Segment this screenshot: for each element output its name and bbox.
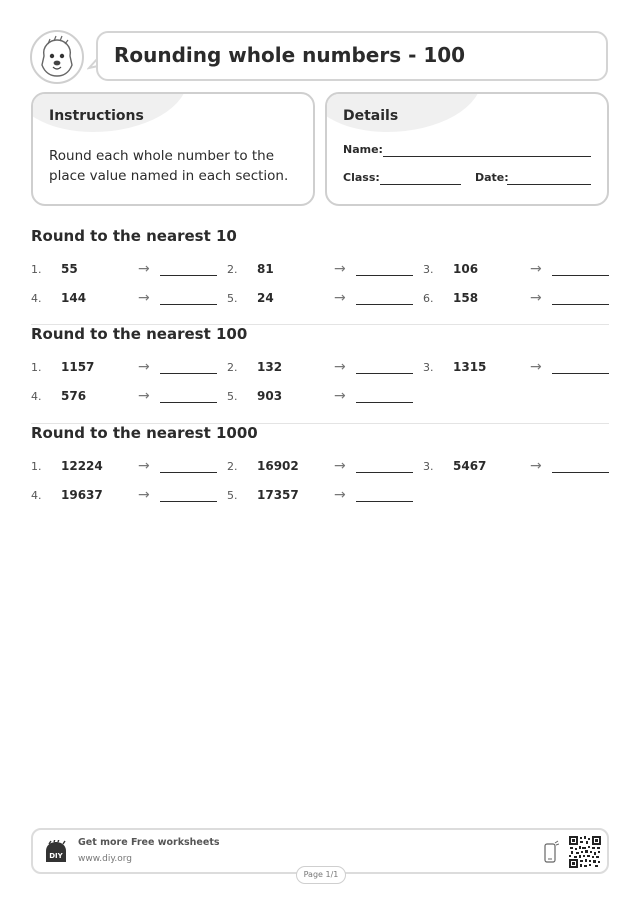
arrow-icon: → bbox=[530, 261, 542, 277]
arrow-icon: → bbox=[334, 458, 346, 474]
question-value: 132 bbox=[257, 360, 283, 374]
question-value: 106 bbox=[453, 262, 479, 276]
answer-field[interactable] bbox=[356, 402, 413, 403]
arrow-icon: → bbox=[334, 487, 346, 503]
arrow-icon: → bbox=[334, 290, 346, 306]
question-number: 4. bbox=[31, 292, 42, 305]
class-field[interactable] bbox=[380, 184, 461, 185]
diy-logo-text: DIY bbox=[49, 852, 63, 860]
arrow-icon: → bbox=[334, 388, 346, 404]
section-title: Round to the nearest 10 bbox=[31, 227, 237, 245]
question-item bbox=[31, 488, 217, 504]
answer-field[interactable] bbox=[552, 373, 609, 374]
question-item bbox=[227, 262, 413, 278]
question-value: 16902 bbox=[257, 459, 299, 473]
answer-field[interactable] bbox=[356, 373, 413, 374]
arrow-icon: → bbox=[530, 458, 542, 474]
footer-promo-text[interactable]: Get more Free worksheets bbox=[78, 837, 220, 848]
question-item bbox=[423, 291, 609, 307]
arrow-icon: → bbox=[530, 359, 542, 375]
question-value: 5467 bbox=[453, 459, 487, 473]
mascot-face-icon bbox=[30, 30, 84, 84]
answer-field[interactable] bbox=[552, 275, 609, 276]
instructions-card bbox=[31, 92, 315, 206]
answer-field[interactable] bbox=[160, 402, 217, 403]
question-value: 576 bbox=[61, 389, 87, 403]
question-number: 1. bbox=[31, 460, 42, 473]
question-item bbox=[227, 488, 413, 504]
arrow-icon: → bbox=[334, 359, 346, 375]
class-label: Class: bbox=[343, 171, 380, 184]
title-box bbox=[96, 31, 608, 81]
question-number: 2. bbox=[227, 460, 238, 473]
answer-field[interactable] bbox=[160, 373, 217, 374]
diy-logo-icon bbox=[43, 840, 69, 864]
details-title: Details bbox=[343, 108, 399, 124]
question-number: 3. bbox=[423, 361, 434, 374]
question-number: 2. bbox=[227, 263, 238, 276]
name-field[interactable] bbox=[383, 156, 591, 157]
question-number: 3. bbox=[423, 460, 434, 473]
question-value: 55 bbox=[61, 262, 78, 276]
question-number: 2. bbox=[227, 361, 238, 374]
answer-field[interactable] bbox=[160, 275, 217, 276]
question-value: 12224 bbox=[61, 459, 103, 473]
arrow-icon: → bbox=[138, 487, 150, 503]
question-number: 5. bbox=[227, 390, 238, 403]
arrow-icon: → bbox=[138, 261, 150, 277]
instructions-text: Round each whole number to the place value named in each section. bbox=[49, 148, 289, 184]
question-item bbox=[423, 459, 609, 475]
arrow-icon: → bbox=[138, 290, 150, 306]
arrow-icon: → bbox=[334, 261, 346, 277]
phone-icon bbox=[543, 840, 559, 864]
question-value: 1157 bbox=[61, 360, 95, 374]
question-value: 24 bbox=[257, 291, 274, 305]
question-item bbox=[227, 459, 413, 475]
answer-field[interactable] bbox=[356, 304, 413, 305]
question-value: 19637 bbox=[61, 488, 103, 502]
date-label: Date: bbox=[475, 171, 509, 184]
question-number: 1. bbox=[31, 263, 42, 276]
footer-url-link[interactable]: www.diy.org bbox=[78, 854, 132, 864]
question-item bbox=[227, 389, 413, 405]
question-item bbox=[423, 262, 609, 278]
question-number: 6. bbox=[423, 292, 434, 305]
question-number: 1. bbox=[31, 361, 42, 374]
arrow-icon: → bbox=[530, 290, 542, 306]
question-item bbox=[31, 389, 217, 405]
date-field[interactable] bbox=[507, 184, 591, 185]
answer-field[interactable] bbox=[160, 472, 217, 473]
question-item bbox=[31, 262, 217, 278]
question-value: 144 bbox=[61, 291, 87, 305]
question-value: 1315 bbox=[453, 360, 487, 374]
answer-field[interactable] bbox=[552, 472, 609, 473]
answer-field[interactable] bbox=[356, 472, 413, 473]
name-label: Name: bbox=[343, 143, 383, 156]
arrow-icon: → bbox=[138, 388, 150, 404]
question-number: 5. bbox=[227, 292, 238, 305]
answer-field[interactable] bbox=[356, 501, 413, 502]
section-title: Round to the nearest 1000 bbox=[31, 424, 258, 442]
answer-field[interactable] bbox=[160, 304, 217, 305]
question-number: 4. bbox=[31, 489, 42, 502]
section-title: Round to the nearest 100 bbox=[31, 325, 248, 343]
question-value: 903 bbox=[257, 389, 283, 403]
answer-field[interactable] bbox=[552, 304, 609, 305]
page-indicator: Page 1/1 bbox=[296, 866, 346, 884]
details-card bbox=[325, 92, 609, 206]
question-item bbox=[31, 291, 217, 307]
question-item bbox=[227, 360, 413, 376]
arrow-icon: → bbox=[138, 458, 150, 474]
question-number: 4. bbox=[31, 390, 42, 403]
question-value: 17357 bbox=[257, 488, 299, 502]
question-value: 81 bbox=[257, 262, 274, 276]
page-title: Rounding whole numbers - 100 bbox=[114, 43, 466, 67]
question-item bbox=[31, 360, 217, 376]
question-number: 3. bbox=[423, 263, 434, 276]
answer-field[interactable] bbox=[356, 275, 413, 276]
question-value: 158 bbox=[453, 291, 479, 305]
question-item bbox=[227, 291, 413, 307]
question-number: 5. bbox=[227, 489, 238, 502]
arrow-icon: → bbox=[138, 359, 150, 375]
instructions-title: Instructions bbox=[49, 108, 144, 124]
answer-field[interactable] bbox=[160, 501, 217, 502]
question-item bbox=[31, 459, 217, 475]
question-item bbox=[423, 360, 609, 376]
qr-code-icon[interactable] bbox=[569, 836, 601, 868]
